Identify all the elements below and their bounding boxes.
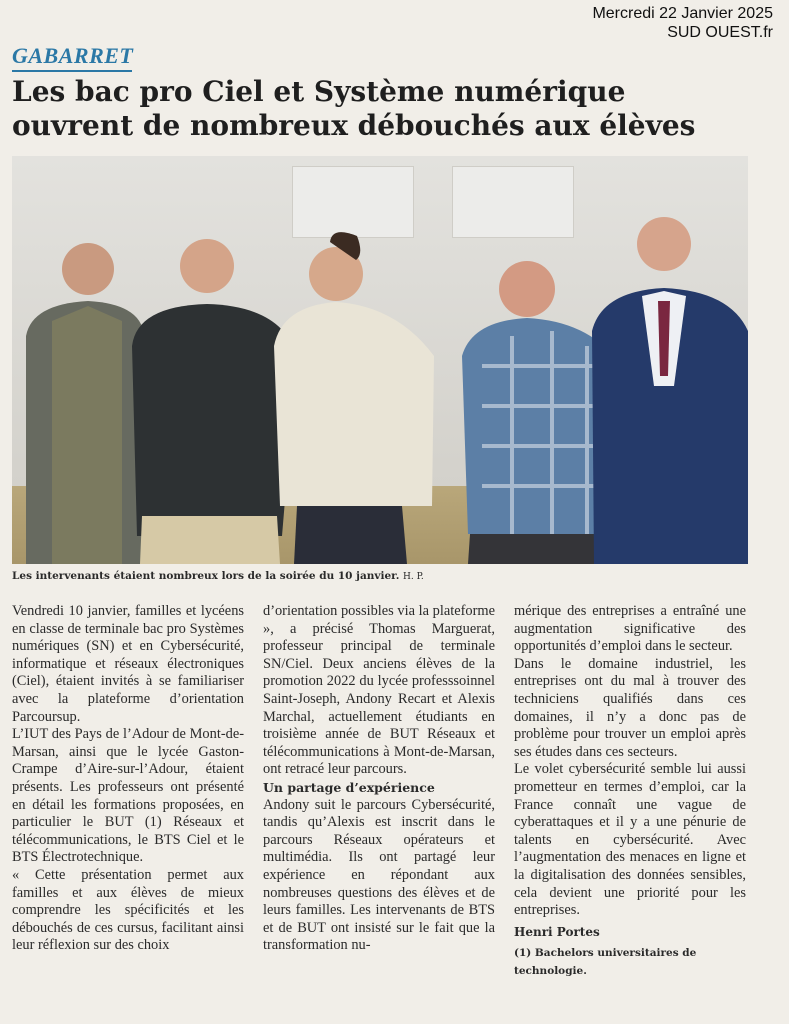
footnote: (1) Bachelors universitaires de technologie. [514,947,697,977]
person-3 [274,232,434,564]
caption-text: Les intervenants étaient nombreux lors de la soirée du 10 janvier. [12,570,400,582]
headline-line-2: ouvrent de nombreux débouchés aux élèves [12,109,696,142]
paragraph: Andony suit le parcours Cybersécurité, tandis qu’Alexis est inscrit dans le parcours Réseaux opérateurs et multimédia. Ils ont partagé leur expérience en répondant aux nombreuses questions des élèves et de leurs familles. Les intervenants de BTS et de BUT ont insisté sur le fait que la transformation nu- [263,796,495,954]
article-column-1 [12,603,244,955]
headline-line-1: Les bac pro Ciel et Système numérique [12,75,626,108]
paragraph: « Cette présentation permet aux familles et aux élèves de mieux comprendre les spécificités et les débouchés de ces cursus, facilitant ainsi leur réflexion sur des choix [12,866,244,954]
subheading: Un partage d’expérience [263,779,435,795]
paragraph: Dans le domaine industriel, les entreprises ont du mal à trouver des techniciens qualifiés dans ces domaines, il n’y a donc pas de problème pour trouver un emploi après ses études dans ces secteurs. [514,655,746,760]
paragraph: L’IUT des Pays de l’Adour de Mont-de-Marsan, ainsi que le lycée Gaston-Crampe d’Aire-sur-l’Adour, étaient présents. Les professeurs ont présenté en détail les formations proposées, en particulier le BUT (1) Réseaux et télécommunications, le BTS Ciel et le BTS Électrotechnique. [12,726,244,866]
paragraph: d’orientation possibles via la plateforme », a précisé Thomas Marguerat, professeur principal de terminale SN/Ciel. Deux anciens élèves de la promotion 2022 du lycée professsoinnel Saint-Joseph, Andony Recart et Alexis Marchal, actuellement étudiants en troisième année de BUT Réseaux et télécommunications à Mont-de-Marsan, ont retracé leur parcours. [263,603,495,778]
publication-date: Mercredi 22 Janvier 2025 [592,5,773,22]
headline [12,75,777,143]
photo-credit: H. P. [403,572,424,582]
paragraph: Vendredi 10 janvier, familles et lycéens en classe de terminale bac pro Systèmes numériques (SN) et en Cybersécurité, informatique et réseaux électroniques (Ciel), étaient invités à se familiariser avec la plateforme d’orientation Parcoursup. [12,603,244,725]
person-2 [132,239,297,564]
author-signature: Henri Portes [514,924,600,939]
article-photo [12,156,748,564]
person-1 [26,243,144,564]
paragraph: Le volet cybersécurité semble lui aussi prometteur en termes d’emploi, car la France connaît une vague de cyberattaques et il y a une pénurie de talents en cybersécurité. Avec l’augmentation des menaces en ligne et la digitalisation des données sensibles, cela devient une priorité pour les entreprises. [514,761,746,919]
publication-source: SUD OUEST.fr [667,24,773,41]
paragraph: mérique des entreprises a entraîné une augmentation significative des opportunités d’emploi dans le secteur. [514,603,746,655]
article-column-3 [514,603,746,980]
section-label: GABARRET [12,43,133,72]
photo-caption [12,570,772,582]
article-column-2 [263,603,495,955]
person-5 [592,217,748,564]
group-of-people-illustration [12,156,748,564]
